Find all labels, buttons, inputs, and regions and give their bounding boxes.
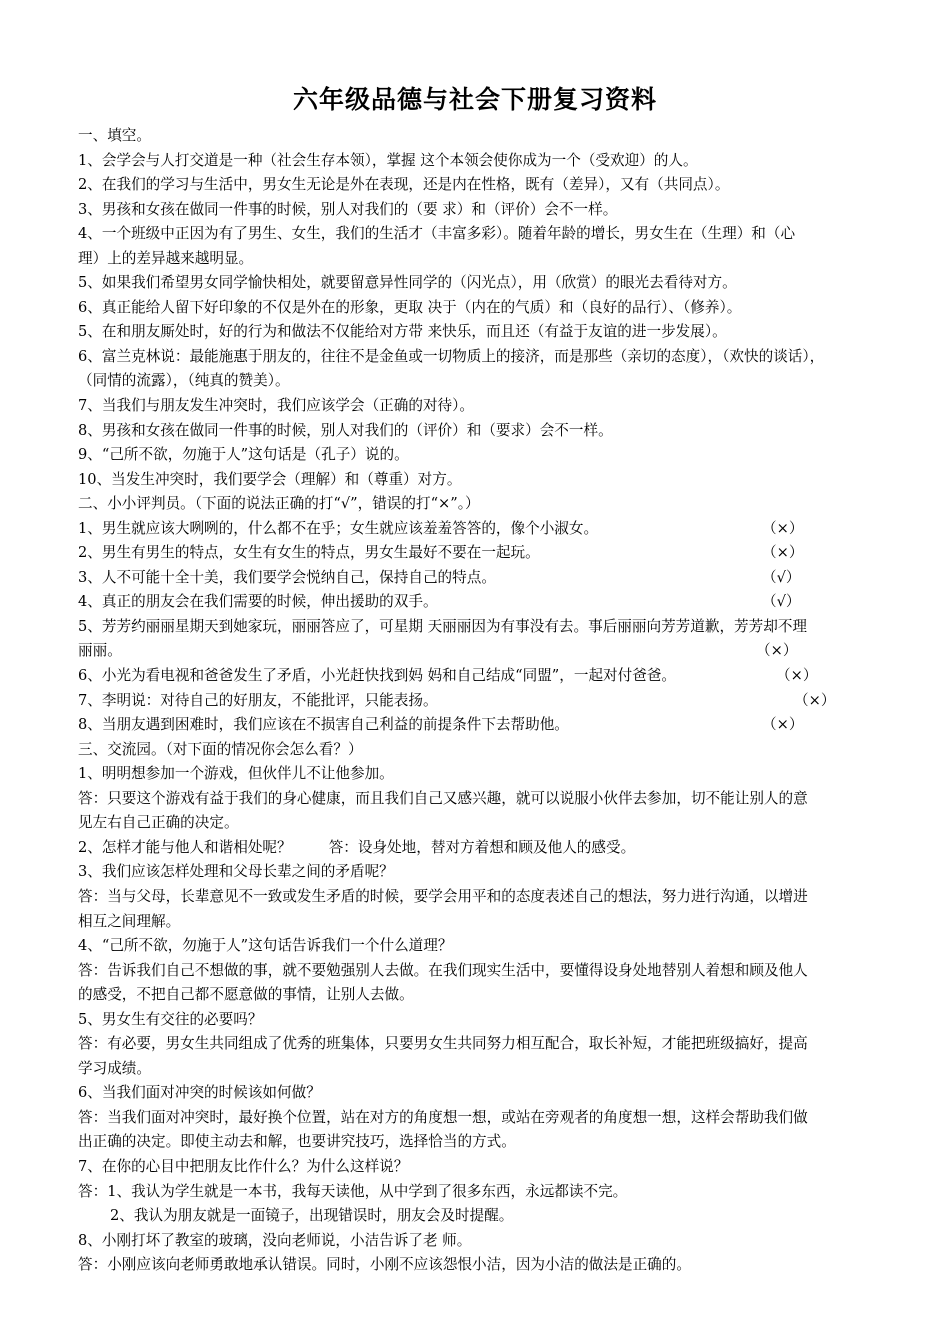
judge-item	[78, 541, 878, 566]
answer-line: 的感受，不把自己都不愿意做的事情，让别人去做。	[78, 986, 414, 1004]
text-line: 理）上的差异越来越明显。	[78, 249, 254, 267]
judge-item-mark: （√）	[762, 568, 801, 586]
question-line: 7、在你的心目中把朋友比作什么？为什么这样说？	[78, 1157, 409, 1175]
answer-line: 答：有必要，男女生共同组成了优秀的班集体，只要男女生共同努力相互配合，取长补短，才能把班级搞好，提高	[78, 1035, 808, 1053]
text-line: 7、当我们与朋友发生冲突时，我们应该学会（正确的对待）。	[78, 397, 475, 415]
text-line: 2、在我们的学习与生活中，男女生无论是外在表现，还是内在性格，既有（差异），又有（共同点）。	[78, 176, 730, 194]
answer-line: 答：1、我认为学生就是一本书，我每天读他，从中学到了很多东西，永远都读不完。	[78, 1182, 628, 1200]
text-line: 6、富兰克林说：最能施惠于朋友的，往往不是金鱼或一切物质上的接济，而是那些（亲切的态度），（欢快的谈话），	[78, 347, 825, 365]
question-line: 3、我们应该怎样处理和父母长辈之间的矛盾呢？	[78, 863, 394, 881]
section-heading: 一、填空。	[78, 127, 151, 144]
judge-item	[78, 689, 878, 714]
question-line: 5、男女生有交往的必要吗？	[78, 1010, 263, 1028]
judge-item-mark: （×）	[794, 691, 836, 709]
text-line: 5、如果我们希望男女同学愉快相处，就要留意异性同学的（闪光点），用（欣赏）的眼光去看待对方。	[78, 274, 737, 292]
judge-item-text: 7、李明说：对待自己的好朋友，不能批评，只能表扬。	[78, 691, 438, 709]
judge-item	[78, 615, 878, 640]
judge-item	[78, 590, 878, 615]
judge-item-text: 4、真正的朋友会在我们需要的时候，伸出援助的双手。	[78, 593, 438, 611]
judge-item	[78, 713, 878, 738]
text-line: 5、在和朋友厮处时，好的行为和做法不仅能给对方带 来快乐，而且还（有益于友谊的进一步发展）。	[78, 323, 727, 341]
answer-line: 出正确的决定。即使主动去和解，也要讲究技巧，选择恰当的方式。	[78, 1133, 516, 1151]
question-line: 2、怎样才能与他人和谐相处呢？ 答：设身处地，替对方着想和顾及他人的感受。	[78, 838, 636, 856]
question-line: 1、明明想参加一个游戏，但伙伴儿不让他参加。	[78, 765, 394, 783]
judge-item-text: 5、芳芳约丽丽星期天到她家玩，丽丽答应了，可星期 天丽丽因为有事没有去。事后丽丽向芳芳道歉，芳芳却不理	[78, 617, 808, 635]
judge-item-mark: （×）	[776, 667, 818, 685]
answer-line: 答：告诉我们自己不想做的事，就不要勉强别人去做。在我们现实生活中，要懂得设身处地替别人着想和顾及他人	[78, 961, 808, 979]
answer-line: 答：当与父母，长辈意见不一致或发生矛盾的时候，要学会用平和的态度表述自己的想法，努力进行沟通，以增进	[78, 887, 808, 905]
judge-item-text: 2、男生有男生的特点，女生有女生的特点，男女生最好不要在一起玩。	[78, 544, 540, 562]
text-line: 6、真正能给人留下好印象的不仅是外在的形象，更取 决于（内在的气质）和（良好的品行）、（修养）。	[78, 298, 742, 316]
answer-line: 2、我认为朋友就是一面镜子，出现错误时，朋友会及时提醒。	[110, 1207, 514, 1225]
answer-line: 学习成绩。	[78, 1059, 151, 1077]
judge-item-mark: （×）	[756, 642, 798, 660]
judge-item-mark: （×）	[762, 544, 804, 562]
question-line: 6、当我们面对冲突的时候该如何做？	[78, 1084, 321, 1102]
text-line: （同情的流露），（纯真的赞美）。	[78, 372, 290, 390]
judge-item-text: 3、人不可能十全十美，我们要学会悦纳自己，保持自己的特点。	[78, 568, 496, 586]
judge-item-text: 1、男生就应该大咧咧的，什么都不在乎；女生就应该羞羞答答的，像个小淑女。	[78, 519, 599, 537]
answer-line: 见左右自己正确的决定。	[78, 814, 239, 832]
answer-line: 相互之间理解。	[78, 912, 181, 930]
answer-line: 答：小刚应该向老师勇敢地承认错误。同时，小刚不应该怨恨小洁，因为小洁的做法是正确的。	[78, 1256, 691, 1274]
document-title: 六年级品德与社会下册复习资料	[292, 85, 657, 114]
section-heading: 二、小小评判员。（下面的说法正确的打“√”，错误的打“×”。）	[78, 495, 480, 513]
text-line: 1、会学会与人打交道是一种（社会生存本领），掌握 这个本领会使你成为一个（受欢迎）的人。	[78, 151, 698, 169]
text-line: 3、男孩和女孩在做同一件事的时候，别人对我们的（要 求）和（评价）会不一样。	[78, 200, 618, 218]
text-line: 9、“己所不欲，勿施于人”这句话是（孔子）说的。	[78, 446, 409, 464]
judge-item	[78, 566, 878, 591]
section-heading: 三、交流园。（对下面的情况你会怎么看？）	[78, 740, 363, 758]
answer-line: 答：当我们面对冲突时，最好换个位置，站在对方的角度想一想，或站在旁观者的角度想一想，这样会帮助我们做	[78, 1108, 808, 1126]
judge-item-text: 丽丽。	[78, 642, 122, 660]
question-line: 8、小刚打坏了教室的玻璃，没向老师说，小洁告诉了老 师。	[78, 1231, 472, 1249]
judge-item	[78, 517, 878, 542]
judge-item-mark: （×）	[762, 519, 804, 537]
judge-item-text: 8、当朋友遇到困难时，我们应该在不损害自己利益的前提条件下去帮助他。	[78, 716, 569, 734]
judge-item	[78, 664, 878, 689]
judge-item-mark: （×）	[762, 716, 804, 734]
judge-item-text: 6、小光为看电视和爸爸发生了矛盾，小光赶快找到妈 妈和自己结成“同盟”，一起对付爸爸。	[78, 667, 677, 685]
question-line: 4、“己所不欲，勿施于人”这句话告诉我们一个什么道理？	[78, 937, 453, 955]
judge-item	[78, 639, 878, 664]
judge-item-mark: （√）	[762, 593, 801, 611]
text-line: 4、一个班级中正因为有了男生、女生，我们的生活才（丰富多彩）。随着年龄的增长，男女生在（生理）和（心	[78, 225, 796, 243]
text-line: 8、男孩和女孩在做同一件事的时候，别人对我们的（评价）和（要求）会不一样。	[78, 421, 613, 439]
document-body	[78, 124, 878, 1278]
answer-line: 答：只要这个游戏有益于我们的身心健康，而且我们自己又感兴趣，就可以说服小伙伴去参加，切不能让别人的意	[78, 789, 808, 807]
text-line: 10、当发生冲突时，我们要学会（理解）和（尊重）对方。	[78, 470, 462, 488]
